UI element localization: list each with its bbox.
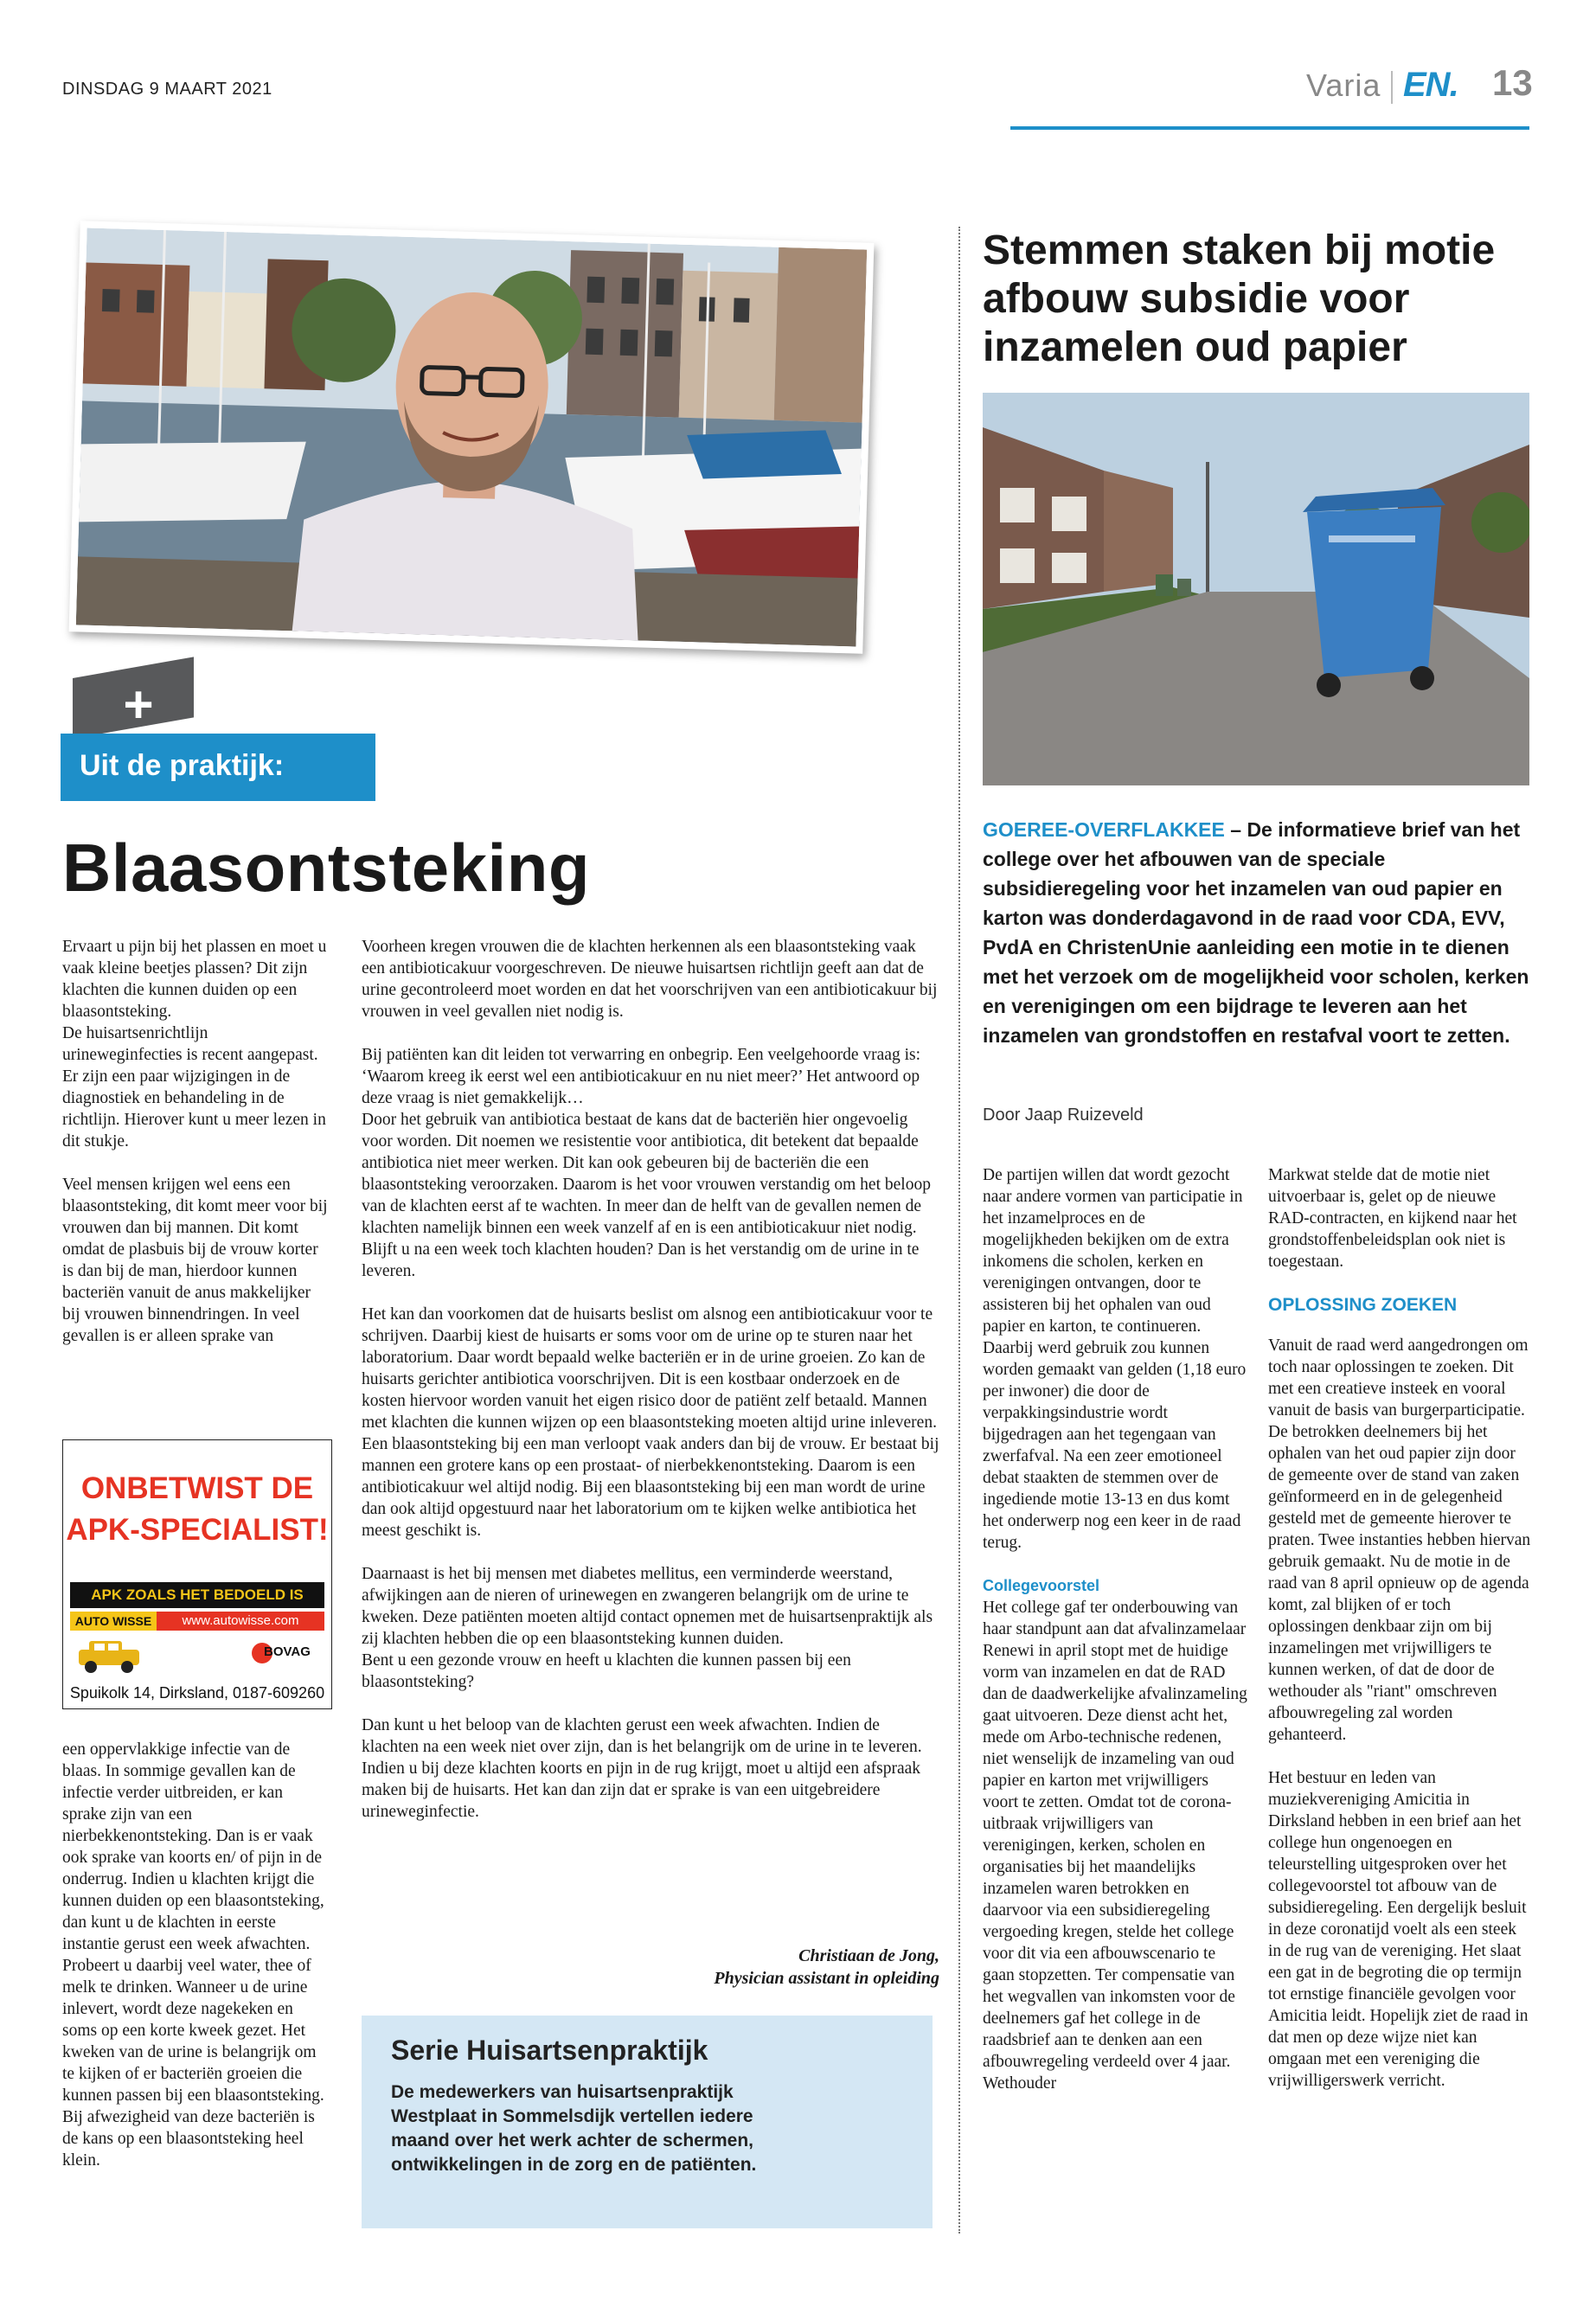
plus-icon: + — [123, 676, 154, 734]
subheading: Collegevoorstel — [983, 1577, 1100, 1594]
article-column-1-continued — [62, 1739, 330, 2193]
advertisement[interactable] — [62, 1439, 332, 1709]
dateline: GOEREE-OVERFLAKKEE — [983, 818, 1225, 841]
paragraph: De partijen willen dat wordt gezocht naar andere vormen van participatie in het inzamelproces en de mogelijkheden bekijken om de extra inkomens die scholen, kerken en verenigingen ontvangen, door te assisteren bij het ophalen van oud papier en karton, te continueren. Daarbij werd gebruik zou kunnen worden gemaakt van gelden (1,18 euro per inwoner) die door de verpakkingsindustrie wordt bijgedragen aan het tegengaan van zwerfafval. Na een zeer emotioneel debat staakten de stemmen over de ingediende motie 13-13 en dus komt het onderwerp nog een keer in de raad terug. — [983, 1166, 1247, 1552]
paragraph: Het bestuur en leden van muziekvereniging Amicitia in Dirksland hebben in een brief aan het college hun ongenoegen en teleurstelling uitgesproken over het collegevoorstel tot afbouw van de subsidieregeling. Een dergelijk besluit in deze coronatijd voelt als een steek in de rug van de vereniging. Het slaat een gat in de begroting die op termijn tot ernstige financiële gevolgen voor Amicitia leidt. Hopelijk ziet de raad in dat men op deze wijze niet kan omgaan met een vereniging die vrijwilligerswerk verricht. — [1268, 1769, 1529, 2090]
header-rule — [1010, 126, 1529, 130]
street-bin-image — [983, 393, 1529, 785]
page-number: 13 — [1492, 62, 1533, 103]
section-title: Varia — [1306, 67, 1381, 103]
author-signature: Christiaan de Jong, Physician assistant in opleiding — [714, 1946, 939, 1988]
paragraph: Voorheen kregen vrouwen die de klachten herkennen als een blaasontsteking vaak een antibioticakuur voorgeschreven. De nieuwe huisartsen richtlijn geeft aan dat de urine gecontroleerd moet worden en dat het voorschrijven van een antibioticakuur bij vrouwen in veel gevallen niet nodig is. — [362, 938, 938, 1021]
header-divider — [1391, 71, 1393, 104]
issue-date: DINSDAG 9 MAART 2021 — [62, 80, 272, 99]
paragraph: Ervaart u pijn bij het plassen en moet u vaak kleine beetjes plassen? Dit zijn klachten die kunnen duiden op een blaasontsteking. — [62, 938, 327, 1021]
news-headline: Stemmen staken bij motie afbouw subsidie voor inzamelen oud papier — [983, 228, 1496, 370]
byline: Door Jaap Ruizeveld — [983, 1106, 1144, 1125]
paragraph: Daarnaast is het bij mensen met diabetes mellitus, een verminderde weerstand, afwijkingen aan de nieren of urinewegen en zwangeren belangrijk om de urine te kweken. Deze patiënten moeten altijd contact opnemen met de huisartsenpraktijk als zij klachten hebben die op een blaasontsteking kunnen duiden. — [362, 1565, 933, 1648]
series-description: De medewerkers van huisartsenpraktijk Westplaat in Sommelsdijk vertellen iedere maand over het werk achter de schermen, ontwikkelingen in de zorg en de patiënten. — [391, 2082, 757, 2175]
paragraph: Vanuit de raad werd aangedrongen om toch naar oplossingen te zoeken. Dit met een creatieve insteek en vooral vanuit de basis van burgerparticipatie. De betrokken deelnemers bij het ophalen van het oud papier zijn door de gemeente over de stand van zaken geïnformeerd en in de gelegenheid gesteld met de gemeente hierover te praten. Twee instanties hebben hiervan gebruik gemaakt. Nu de motie in de raad van 8 april opnieuw op de agenda komt, zal blijken of er toch oplossingen denkbaar zijn om bij inzamelingen met vrijwilligers te kunnen werken, of dat de door de wethouder als "riant" omschreven afbouwregeling zal worden gehanteerd. — [1268, 1336, 1531, 1744]
article-column-1 — [62, 936, 330, 1368]
subheading: OPLOSSING ZOEKEN — [1268, 1295, 1458, 1315]
ad-company-name: AUTO WISSE — [70, 1612, 157, 1631]
article-column-2 — [362, 936, 939, 1844]
series-box — [362, 2016, 933, 2228]
news-column-1 — [983, 1164, 1247, 2116]
ad-headline: ONBETWIST DE APK-SPECIALIST! — [66, 1471, 329, 1547]
article-headline: Blaasontsteking — [62, 830, 590, 906]
harbour-portrait-image — [76, 228, 867, 646]
paragraph: Bij patiënten kan dit leiden tot verwarring en onbegrip. Een veelgehoorde vraag is: ‘Waarom kreeg ik eerst wel een antibioticakuur en nu niet meer?’ Het antwoord op deze vraag is niet gemakkelijk… — [362, 1046, 920, 1107]
car-icon — [75, 1638, 144, 1676]
paragraph: Dan kunt u het beloop van de klachten gerust een week afwachten. Indien de klachten na een week niet over zijn, dan is het belangrijk om de urine in te leveren. Indien u bij deze klachten koorts en pijn in de rug krijgt, moet u altijd een afspraak maken bij de huisarts. Het kan dan zijn dat er sprake is van een uitgebreidere urineweginfectie. — [362, 1716, 922, 1821]
news-column-2 — [1268, 1164, 1533, 2113]
paragraph: Het college gaf ter onderbouwing van haar standpunt aan dat afvalinzamelaar Renewi in april stopt met de huidige vorm van inzamelen en dat de RAD dan de daadwerkelijke afvalinzameling gaat uitvoeren. Deze dienst acht het, mede om Arbo-technische redenen, niet wenselijk de inzameling van oud papier en karton met vrijwilligers voort te zetten. Omdat tot de corona-uitbraak vrijwilligers van verenigingen, kerken, scholen en organisaties bij het maandelijks inzamelen waren betrokken en daarvoor via een subsidieregeling vergoeding kregen, stelde het college voor dit via een afbouwscenario te gaan stopzetten. Ter compensatie van het wegvallen van inkomsten voor de deelnemers gaf het college in de raadsbrief aan te denken aan een afbouwregeling verdeeld over 4 jaar. Wethouder — [983, 1599, 1247, 2093]
newspaper-logo: EN. — [1403, 66, 1458, 104]
ad-tagline: APK ZOALS HET BEDOELD IS — [70, 1582, 324, 1608]
container-photo — [983, 393, 1529, 785]
series-title: Serie Huisartsenpraktijk — [391, 2035, 708, 2066]
paragraph: Veel mensen krijgen wel eens een blaasontsteking, dit komt meer voor bij vrouwen dan bij mannen. Dit komt omdat de plasbuis bij de vrouw korter is dan bij de man, hierdoor kunnen bacteriën vanuit de anus makkelijker bij vrouwen binnendringen. In veel gevallen is er alleen sprake van — [62, 1176, 328, 1345]
ad-website-link[interactable]: www.autowisse.com — [157, 1612, 324, 1631]
column-label: Uit de praktijk: — [61, 734, 375, 801]
paragraph: Door het gebruik van antibiotica bestaat de kans dat de bacteriën hier ongevoelig voor worden. Dit noemen we resistentie voor antibiotica, dit betekent dat bepaalde antibiotica niet meer werken. Dit kan ook gebeuren bij de bacteriën die een blaasontsteking veroorzaken. Daarom is het voor vrouwen verstandig om het beloop van de klachten eerst af te wachten. In meer dan de helft van de gevallen nemen de klachten namelijk binnen een week vanzelf af en is een antibioticakuur niet nodig. Blijft u na een week toch klachten houden? Dan is het verstandig om de urine in te leveren. — [362, 1111, 931, 1280]
ad-bovag-label: BOVAG — [264, 1644, 311, 1659]
paragraph: Bent u een gezonde vrouw en heeft u klachten die kunnen passen bij een blaasontsteking? — [362, 1651, 851, 1691]
paragraph: een oppervlakkige infectie van de blaas. In sommige gevallen kan de infectie verder uitbreiden, er kan sprake zijn van een nierbekkenontsteking. Dan is er vaak ook sprake van koorts en/ of pijn in de onderrug. Indien u klachten krijgt die kunnen duiden op een blaasontsteking, dan kunt u de klachten in eerste instantie gerust een week afwachten. Probeert u daarbij veel water, thee of melk te drinken. Wanneer u de urine inlevert, wordt deze nagekeken en soms op een korte kweek gezet. Het kweken van de urine is belangrijk om te kijken of er bacteriën groeien die kunnen passen bij een blaasontsteking. Bij afwezigheid van deze bacteriën is de kans op een blaasontsteking heel klein. — [62, 1740, 324, 2170]
author-photo — [69, 221, 875, 653]
ad-address: Spuikolk 14, Dirksland, 0187-609260 — [69, 1684, 325, 1702]
paragraph: Markwat stelde dat de motie niet uitvoerbaar is, gelet op de nieuwe RAD-contracten, en kijkend naar het grondstoffenbeleidsplan ook niet is toegestaan. — [1268, 1166, 1517, 1271]
paragraph: De huisartsenrichtlijn urineweginfecties is recent aangepast. Er zijn een paar wijzigingen in de diagnostiek en behandeling in de richtlijn. Hierover kunt u meer lezen in dit stukje. — [62, 1024, 326, 1150]
news-lead: GOEREE-OVERFLAKKEE – De informatieve brief van het college over het afbouwen van de speciale subsidieregeling voor het inzamelen van oud papier en karton was donderdagavond in de raad voor CDA, EVV, PvdA en ChristenUnie aanleiding een motie in te dienen met het verzoek om de mogelijkheid voor scholen, kerken en verenigingen om een bijdrage te leveren aan het inzamelen van grondstoffen en restafval voort te zetten. — [983, 818, 1529, 1047]
paragraph: Het kan dan voorkomen dat de huisarts beslist om alsnog een antibioticakuur voor te schrijven. Daarbij kiest de huisarts er soms voor om de urine op te sturen naar het laboratorium. Daar wordt bepaald welke bacteriën er in de urine groeien. Zo kan de huisarts gerichter antibiotica voorschrijven. Dit is een kostbaar onderzoek en de kosten hiervoor worden vanuit het eigen risico door de patiënt zelf betaald. Mannen met klachten die kunnen wijzen op een blaasontsteking moeten altijd urine inleveren. Een blaasontsteking bij een man verloopt vaak anders dan bij de vrouw. Er bestaat bij mannen een grotere kans op een prostaat- of nierbekkenontsteking. Daarom is een antibioticakuur wel altijd nodig. Bij een blaasontsteking bij een man wordt de urine dan ook altijd opgestuurd naar het laboratorium om te kijken welke antibiotica het meest geschikt is. — [362, 1305, 939, 1540]
column-divider — [958, 227, 960, 2234]
